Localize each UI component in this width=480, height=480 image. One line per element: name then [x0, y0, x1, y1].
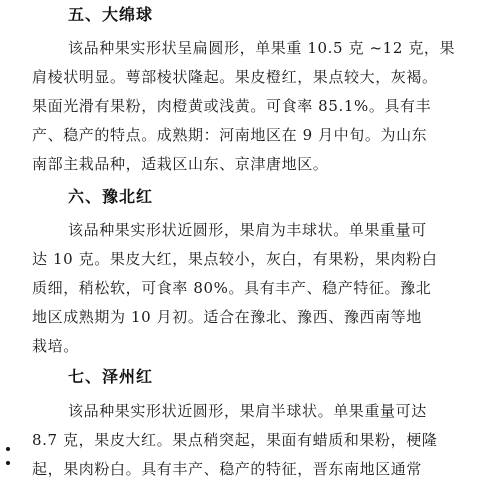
paragraph-line: 地区成熟期为 10 月初。适合在豫北、豫西、豫西南等地: [32, 308, 422, 326]
paragraph-line: 该品种果实形状近圆形，果肩半球状。单果重量可达: [68, 402, 427, 420]
paragraph-line: 质细，稍松软，可食率 80%。具有丰产、稳产特征。豫北: [32, 279, 432, 297]
section-heading: 七、泽州红: [68, 367, 154, 386]
paragraph-line: 南部主栽品种，适栽区山东、京津唐地区。: [32, 155, 329, 173]
section-heading: 五、大绵球: [68, 5, 154, 24]
scan-mark: [6, 447, 10, 451]
paragraph-line: 肩棱状明显。萼部棱状隆起。果皮橙红，果点较大，灰褐。: [32, 68, 438, 86]
paragraph-line: 起，果肉粉白。具有丰产、稳产的特征，晋东南地区通常: [32, 460, 423, 478]
paragraph-line: 果面光滑有果粉，肉橙黄或浅黄。可食率 85.1%。具有丰: [32, 97, 432, 115]
scan-mark: [6, 461, 10, 465]
paragraph-line: 该品种果实形状呈扁圆形，单果重 10.5 克 ~12 克，果: [68, 39, 456, 57]
paragraph-line: 达 10 克。果皮大红，果点较小，灰白，有果粉，果肉粉白: [32, 250, 438, 268]
paragraph-line: 8.7 克，果皮大红。果点稍突起，果面有蜡质和果粉，梗隆: [32, 431, 438, 449]
paragraph-line: 产、稳产的特点。成熟期：河南地区在 9 月中旬。为山东: [32, 126, 428, 144]
section-heading: 六、豫北红: [68, 187, 154, 206]
paragraph-line: 栽培。: [32, 337, 79, 355]
paragraph-line: 该品种果实形状近圆形，果肩为丰球状。单果重量可: [68, 221, 427, 239]
